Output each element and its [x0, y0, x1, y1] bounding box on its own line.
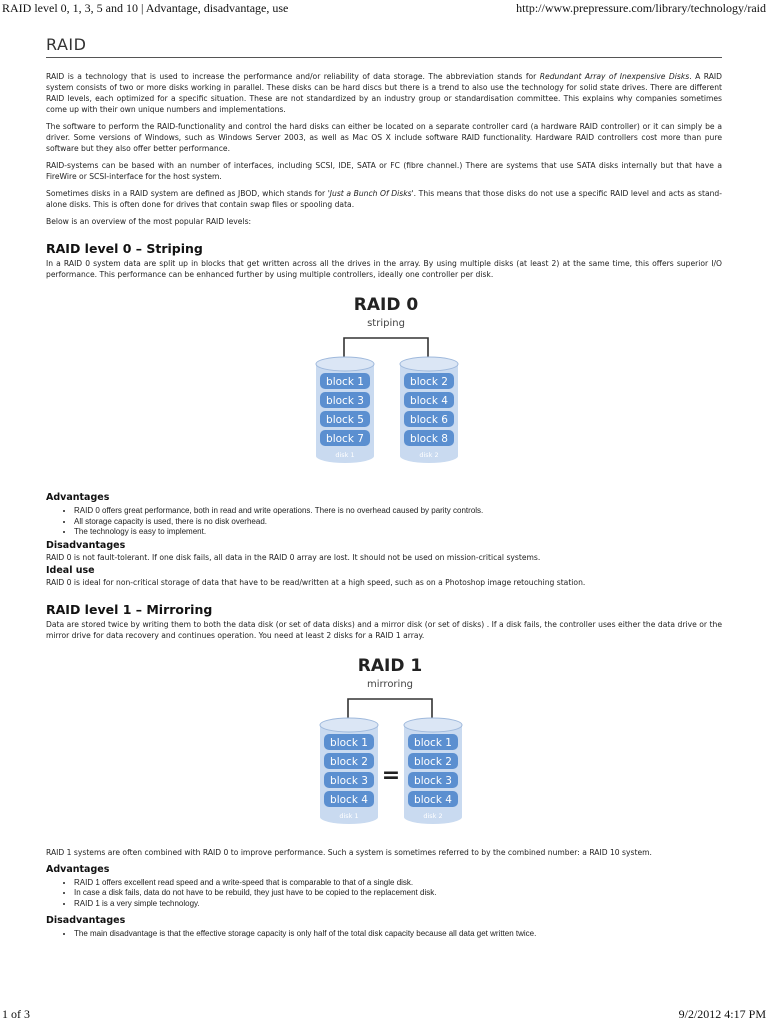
disk-label: disk 1: [335, 451, 355, 459]
disk-top: [404, 718, 462, 732]
list-item: • The main disadvantage is that the effective storage capacity is only half of the total disk capacity because all data get written twice.: [74, 929, 722, 940]
disk-top: [320, 718, 378, 732]
raid1-diagram: [46, 647, 722, 847]
print-header-url[interactable]: http://www.prepressure.com/library/technology/raid: [516, 1, 766, 15]
disk-label: disk 1: [339, 811, 359, 820]
list-item: • RAID 1 is a very simple technology.: [74, 899, 722, 910]
disk-top: [400, 357, 458, 371]
raid0-ideal-use-heading: Ideal use: [46, 564, 95, 576]
print-header: [0, 0, 768, 18]
disk-label: disk 2: [419, 451, 439, 459]
print-datetime: 9/2/2012 4:17 PM: [678, 1007, 766, 1021]
intro-p4-end: '. This means that those disks do not use a specific RAID level and acts as stand-alone disks. This is often done for drives that contain swap files or spooling data.: [46, 189, 722, 209]
raid1-description: Data are stored twice by writing them to both the data disk (or set of data disks) and a mirror disk (or set of disks) . If a disk fails, the controller uses either the data drive or the mirror drive for data recovery and continues operation. You need at least 2 disks for a RAID 1 array.: [46, 619, 722, 640]
raid1-disadvantages-heading: Disadvantages: [46, 915, 126, 926]
raid1-heading: RAID level 1 – Mirroring: [46, 601, 213, 617]
block-label: block 4: [330, 793, 368, 806]
page-number: 1 of 3: [2, 1007, 30, 1021]
raid1-advantages-list: [46, 878, 722, 910]
block-label: block 2: [414, 755, 452, 768]
list-item: • RAID 1 offers excellent read speed and a write-speed that is comparable to that of a single disk.: [74, 878, 722, 889]
raid0-advantages-list: [46, 506, 722, 538]
raid1-advantages-heading: Advantages: [46, 863, 110, 875]
raid0-disadvantages-heading: Disadvantages: [46, 539, 126, 551]
mirror-equals-sign: =: [381, 762, 401, 788]
print-footer: [0, 1004, 768, 1024]
block-label: block 7: [326, 433, 364, 445]
intro-p1-start: RAID is a technology that is used to increase the performance and/or reliability of data storage. The abbreviation stands for: [46, 72, 540, 81]
block-label: block 2: [410, 376, 448, 388]
intro-paragraph-1: [46, 71, 722, 115]
raid1-disk-2: [404, 718, 462, 824]
intro-section: [46, 71, 722, 227]
raid0-diagram: [46, 286, 722, 486]
raid0-disk-2: [400, 357, 458, 463]
raid1-diagram-graphic: [312, 647, 482, 825]
block-label: block 5: [326, 414, 364, 426]
raid1-disk-1: [320, 718, 378, 824]
list-item: • All storage capacity is used, there is no disk overhead.: [74, 517, 722, 528]
raid0-ideal-use-text: RAID 0 is ideal for non-critical storage of data that have to be read/written at a high speed, such as on a Photoshop image retouching station.: [46, 577, 586, 587]
block-label: block 3: [326, 395, 364, 407]
raid0-diagram-graphic: [308, 286, 478, 464]
block-label: block 1: [330, 736, 368, 749]
raid0-advantages-heading: Advantages: [46, 492, 110, 503]
raid0-disadvantages-text: RAID 0 is not fault-tolerant. If one disk fails, all data in the RAID 0 array are lost. It should not be used on mission-critical systems.: [46, 552, 541, 562]
raid0-diagram-subtitle: striping: [367, 318, 405, 329]
raid1-diagram-title: RAID 1: [357, 655, 423, 676]
list-item: • In case a disk fails, data do not have to be rebuild, they just have to be copied to the replacement disk.: [74, 888, 722, 899]
block-label: block 8: [410, 433, 448, 445]
block-label: block 3: [330, 774, 368, 787]
jbod-expansion: Just a Bunch Of Disks: [329, 189, 412, 198]
raid1-combined-text: RAID 1 systems are often combined with RAID 0 to improve performance. Such a system is sometimes referred to by the combined number: a RAID 10 system.: [46, 847, 652, 857]
raid1-diagram-subtitle: mirroring: [366, 678, 414, 690]
intro-paragraph-2: The software to perform the RAID-functionality and control the hard disks can either be located on a separate controller card (a hardware RAID controller) or it can simply be a driver. Some versions of Windows, such as Windows Server 2003, as well as Mac OS X include software RAID functionality. Hardware RAID controllers cost more than pure software but they also offer better performance.: [46, 122, 722, 153]
intro-p4-start: Sometimes disks in a RAID system are defined as JBOD, which stands for ': [46, 189, 330, 198]
block-label: block 1: [326, 376, 364, 388]
intro-paragraph-3: RAID-systems can be based with an number of interfaces, including SCSI, IDE, SATA or FC (fibre channel.) There are systems that use SATA disks internally but that have a FireWire or SCSI-interface for the host system.: [46, 161, 722, 181]
raid0-description: In a RAID 0 system data are split up in blocks that get written across all the drives in the array. By using multiple disks (at least 2) at the same time, this offers superior I/O performance. This performance can be enhanced further by using multiple controllers, ideally one controller per disk.: [46, 259, 722, 279]
intro-paragraph-5: Below is an overview of the most popular RAID levels:: [46, 217, 252, 226]
raid-abbreviation: Redundant Array of Inexpensive Disks: [539, 72, 690, 81]
raid0-heading: RAID level 0 – Striping: [46, 241, 203, 256]
intro-p1-end: . A RAID system consists of two or more disks working in parallel. These disks can be hard discs but there is a trend to also use the technology for solid state drives. There are different RAID levels, each optimized for a specific situation. These are not standardized by an industry group or standardisation committee. This explains why companies sometimes come up with their own unique numbers and implementations.: [46, 72, 722, 114]
list-item: • RAID 0 offers great performance, both in read and write operations. There is no overhead caused by parity controls.: [74, 506, 722, 517]
raid1-disadvantages-list: [46, 929, 722, 940]
block-label: block 4: [410, 395, 448, 407]
raid0-diagram-title: RAID 0: [353, 295, 419, 315]
block-label: block 2: [330, 755, 368, 768]
disk-top: [316, 357, 374, 371]
block-label: block 3: [414, 774, 452, 787]
raid0-disk-1: [316, 357, 374, 463]
intro-paragraph-4: [46, 188, 722, 210]
block-label: block 6: [410, 414, 448, 426]
block-label: block 1: [414, 736, 452, 749]
page-title: RAID: [46, 36, 722, 58]
article: [46, 36, 722, 976]
print-header-title: RAID level 0, 1, 3, 5 and 10 | Advantage, disadvantage, use: [2, 1, 289, 15]
disk-label: disk 2: [423, 811, 443, 820]
block-label: block 4: [414, 793, 452, 806]
list-item: • The technology is easy to implement.: [74, 527, 722, 538]
